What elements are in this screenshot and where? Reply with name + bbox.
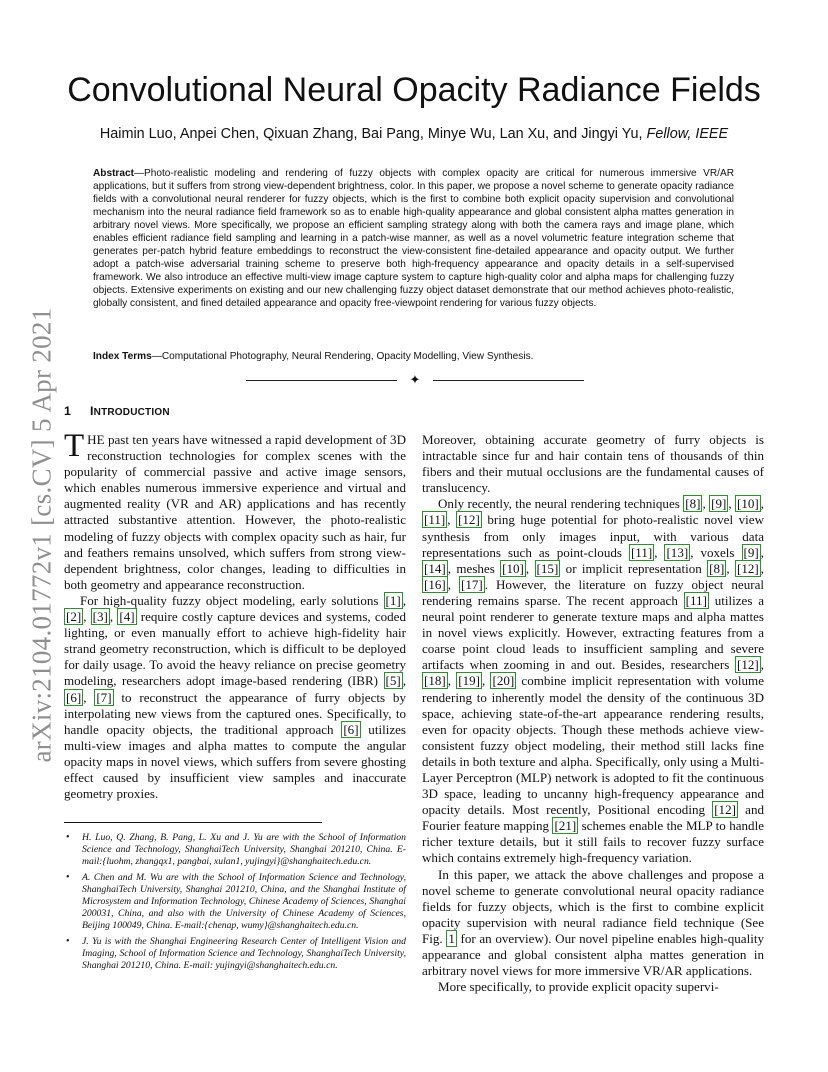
footnotes: [64, 832, 406, 977]
citation-link[interactable]: [19]: [458, 673, 480, 689]
citation-link[interactable]: [11]: [424, 512, 446, 528]
citation-link[interactable]: [13]: [666, 544, 689, 560]
arxiv-identifier-text: arXiv:2104.01772v1 [cs.CV] 5 Apr 2021: [26, 307, 57, 763]
intro-paragraph-6: More specifically, to provide explicit opacity supervi-: [438, 979, 719, 995]
citation-link[interactable]: [10]: [502, 560, 524, 576]
citation-link[interactable]: [21]: [554, 818, 577, 834]
left-text-column: [64, 428, 407, 802]
citation-link[interactable]: [6]: [66, 689, 82, 705]
arxiv-identifier-stamp: [22, 307, 62, 763]
citation-link[interactable]: 1: [448, 930, 455, 946]
index-terms-label: Index Terms: [93, 351, 152, 362]
citation-link[interactable]: [11]: [685, 592, 707, 608]
separator-star-icon: ✦: [409, 372, 421, 387]
section-number: 1: [64, 404, 72, 418]
intro-paragraph-4: Only recently, the neural rendering techniques [8] , [9] , [10] , [11] , [12] bring huge potential for photo-realistic novel view synthesis from only images input, with various data representations such as point-clouds [11] , [13] , voxels [9] , [14] , meshes [10] , [15] or implicit representation [8] , [12] , [16] , [17] . However, the literature on fuzzy object neural rendering remains sparse. The recent approach [11] utilizes a neural point renderer to generate texture maps and alpha mattes in novel views explicitly. However, extracting features from a coarse point cloud leads to insufficient sampling and severe artifacts when zooming in and out. Besides, researchers [12] , [18] , [19] , [20] combine implicit representation with volume rendering to inherently model the density of the continuous 3D space, achieving state-of-the-art appearance rendering results, even for opacity objects. Though these methods achieve view-consistent fuzzy object modeling, their method still lacks fine details in both texture and alpha. Specifically, only using a Multi-Layer Perceptron (MLP) network is adopted to fit the continuous 3D space, leading to uncanny high-frequency appearance and opacity details. Most recently, Positional encoding [12] and Fourier feature mapping [21] schemes enable the MLP to handle richer texture details, but it still fails to recover fuzzy surface which contains extremely high-frequency variation.: [422, 496, 765, 866]
intro-paragraph-2: For high-quality fuzzy object modeling, early solutions [1] , [2] , [3] , [4] require costly capture devices and systems, coded lighting, or even manually effort to achieve high-fidelity hair strand geometry reconstruction, which is difficult to be deployed for daily usage. To avoid the heavy reliance on precise geometry modeling, researchers adopt image-based rendering (IBR) [5] , [6] , [7] to reconstruct the appearance of furry objects by interpolating new views from the captured ones. Specifically, to handle opacity objects, the traditional approach [6] utilizes multi-view images and alpha mattes to compute the angular opacity maps in novel views, which suffers from severe ghosting effect caused by insufficient view samples and inaccurate geometry proxies.: [64, 592, 407, 802]
section-title-rest: NTRODUCTION: [93, 407, 170, 418]
separator-line-left: [246, 380, 397, 381]
index-terms: [93, 350, 734, 363]
drop-cap: T: [64, 428, 85, 464]
citation-link[interactable]: [5]: [385, 673, 401, 689]
author-names: Haimin Luo, Anpei Chen, Qixuan Zhang, Bai Pang, Minye Wu, Lan Xu, and Jingyi Yu,: [99, 126, 643, 142]
citation-link[interactable]: [12]: [736, 657, 759, 673]
separator-line-right: [433, 380, 584, 381]
index-terms-text: —Computational Photography, Neural Rendering, Opacity Modelling, View Synthesis.: [151, 351, 534, 362]
citation-link[interactable]: [10]: [736, 496, 759, 512]
citation-link[interactable]: [4]: [119, 609, 135, 625]
citation-link[interactable]: [7]: [96, 689, 112, 705]
footnote-item: • A. Chen and M. Wu are with the School of Information Science and Technology, ShanghaiTech University, Shanghai 201210, China, and the Shanghai Institute of Microsystem and Information Technology, Chinese Academy of Sciences, Shanghai 200031, China, and also with the University of Chinese Academy of Sciences, Beijing 100049, China. E-mail:{chenap, wumy}@shanghaitech.edu.cn.: [64, 872, 406, 931]
citation-link[interactable]: [20]: [492, 673, 515, 689]
intro-paragraph-3: Moreover, obtaining accurate geometry of furry objects is intractable since fur and hair contain tens of thousands of thin fibers and their mutual occlusions are the fundamental causes of translucency.: [422, 432, 764, 496]
footnote-rule: [64, 822, 322, 823]
author-fellow-title: Fellow, IEEE: [646, 126, 729, 142]
paper-title: Convolutional Neural Opacity Radiance Fields: [67, 71, 761, 109]
citation-link[interactable]: [15]: [536, 560, 559, 576]
citation-link[interactable]: [9]: [743, 544, 759, 560]
citation-link[interactable]: [8]: [709, 560, 725, 576]
citation-link[interactable]: [16]: [424, 576, 446, 592]
right-text-column: [422, 432, 764, 995]
section-heading-introduction: [64, 404, 170, 418]
citation-link[interactable]: [17]: [461, 576, 483, 592]
citation-link[interactable]: [8]: [685, 496, 701, 512]
citation-link[interactable]: [11]: [630, 544, 653, 560]
citation-link[interactable]: [12]: [458, 512, 480, 528]
intro-paragraph-5: In this paper, we attack the above challenges and propose a novel scheme to generate convolutional neural opacity radiance fields for fuzzy objects, which is the first to combine explicit opacity supervision with neural radiance field technique (See Fig. 1 for an overview). Our novel pipeline enables high-quality appearance and global consistent alpha mattes generation in arbitrary novel views for more immersive VR/AR applications.: [422, 866, 764, 979]
section-title-initial: I: [90, 404, 94, 418]
author-list: [66, 124, 762, 144]
citation-link[interactable]: [9]: [711, 496, 727, 512]
citation-link[interactable]: [6]: [343, 721, 359, 737]
section-separator: [246, 372, 584, 388]
intro-smallcaps-lead: HE: [87, 432, 105, 447]
abstract-label: Abstract: [93, 168, 134, 179]
citation-link[interactable]: [1]: [385, 592, 401, 608]
abstract-text: —Photo-realistic modeling and rendering of fuzzy objects with complex opacity are critical for numerous immersive VR/AR applications, but it suffers from strong view-dependent brightness, color. In this paper, we propose a novel scheme to generate opacity radiance fields with a convolutional neural renderer for fuzzy objects, which is the first to combine both explicit opacity supervision and convolutional mechanism into the neural radiance field framework so as to enable high-quality appearance and global consistent alpha mattes generation in arbitrary novel views. More specifically, we propose an efficient sampling strategy along with both the camera rays and image plane, which enables efficient radiance field sampling and learning in a patch-wise manner, as well as a novel volumetric feature integration scheme that generates per-patch hybrid feature embeddings to reconstruct the view-consistent fine-detailed appearance and opacity output. We further adopt a patch-wise adversarial training scheme to preserve both high-frequency appearance and opacity details in a self-supervised framework. We also introduce an effective multi-view image capture system to capture high-quality color and alpha maps for challenging fuzzy objects. Extensive experiments on existing and our new challenging fuzzy object dataset demonstrate that our method achieves photo-realistic, globally consistent, and fined detailed appearance and opacity free-viewpoint rendering for various fuzzy objects.: [93, 168, 734, 309]
footnote-item: • H. Luo, Q. Zhang, B. Pang, L. Xu and J. Yu are with the School of Information Science and Technology, ShanghaiTech University, Shanghai 201210, China. E-mail:{luohm, zhangqx1, pangbai, xulan1, yujingyi}@shanghaitech.edu.cn.: [64, 832, 406, 867]
citation-link[interactable]: [14]: [424, 560, 446, 576]
intro-paragraph-1: [64, 428, 406, 593]
intro-paragraph-1-text: past ten years have witnessed a rapid development of 3D reconstruction technologies for complex scenes with the popularity of commercial passive and active image sensors, which enables numerous immersive experience and virtual and augmented reality (VR and AR) applications and has recently attracted substantive attention. However, the photo-realistic modeling of fuzzy objects with complex opacity such as hair, fur and feathers remains unsolved, which suffers from strong view-dependent brightness, color changes, leading to difficulties in both geometry and appearance reconstruction.: [64, 432, 406, 592]
citation-link[interactable]: [12]: [714, 802, 736, 818]
citation-link[interactable]: [2]: [66, 609, 82, 625]
abstract: [93, 168, 734, 310]
citation-link[interactable]: [18]: [424, 673, 446, 689]
footnote-item: • J. Yu is with the Shanghai Engineering Research Center of Intelligent Vision and Imaging, School of Information Science and Technology, ShanghaiTech University, Shanghai 201210, China. E-mail: yujingyi@shanghaitech.edu.cn.: [64, 936, 406, 971]
citation-link[interactable]: [12]: [736, 560, 759, 576]
citation-link[interactable]: [3]: [92, 609, 108, 625]
